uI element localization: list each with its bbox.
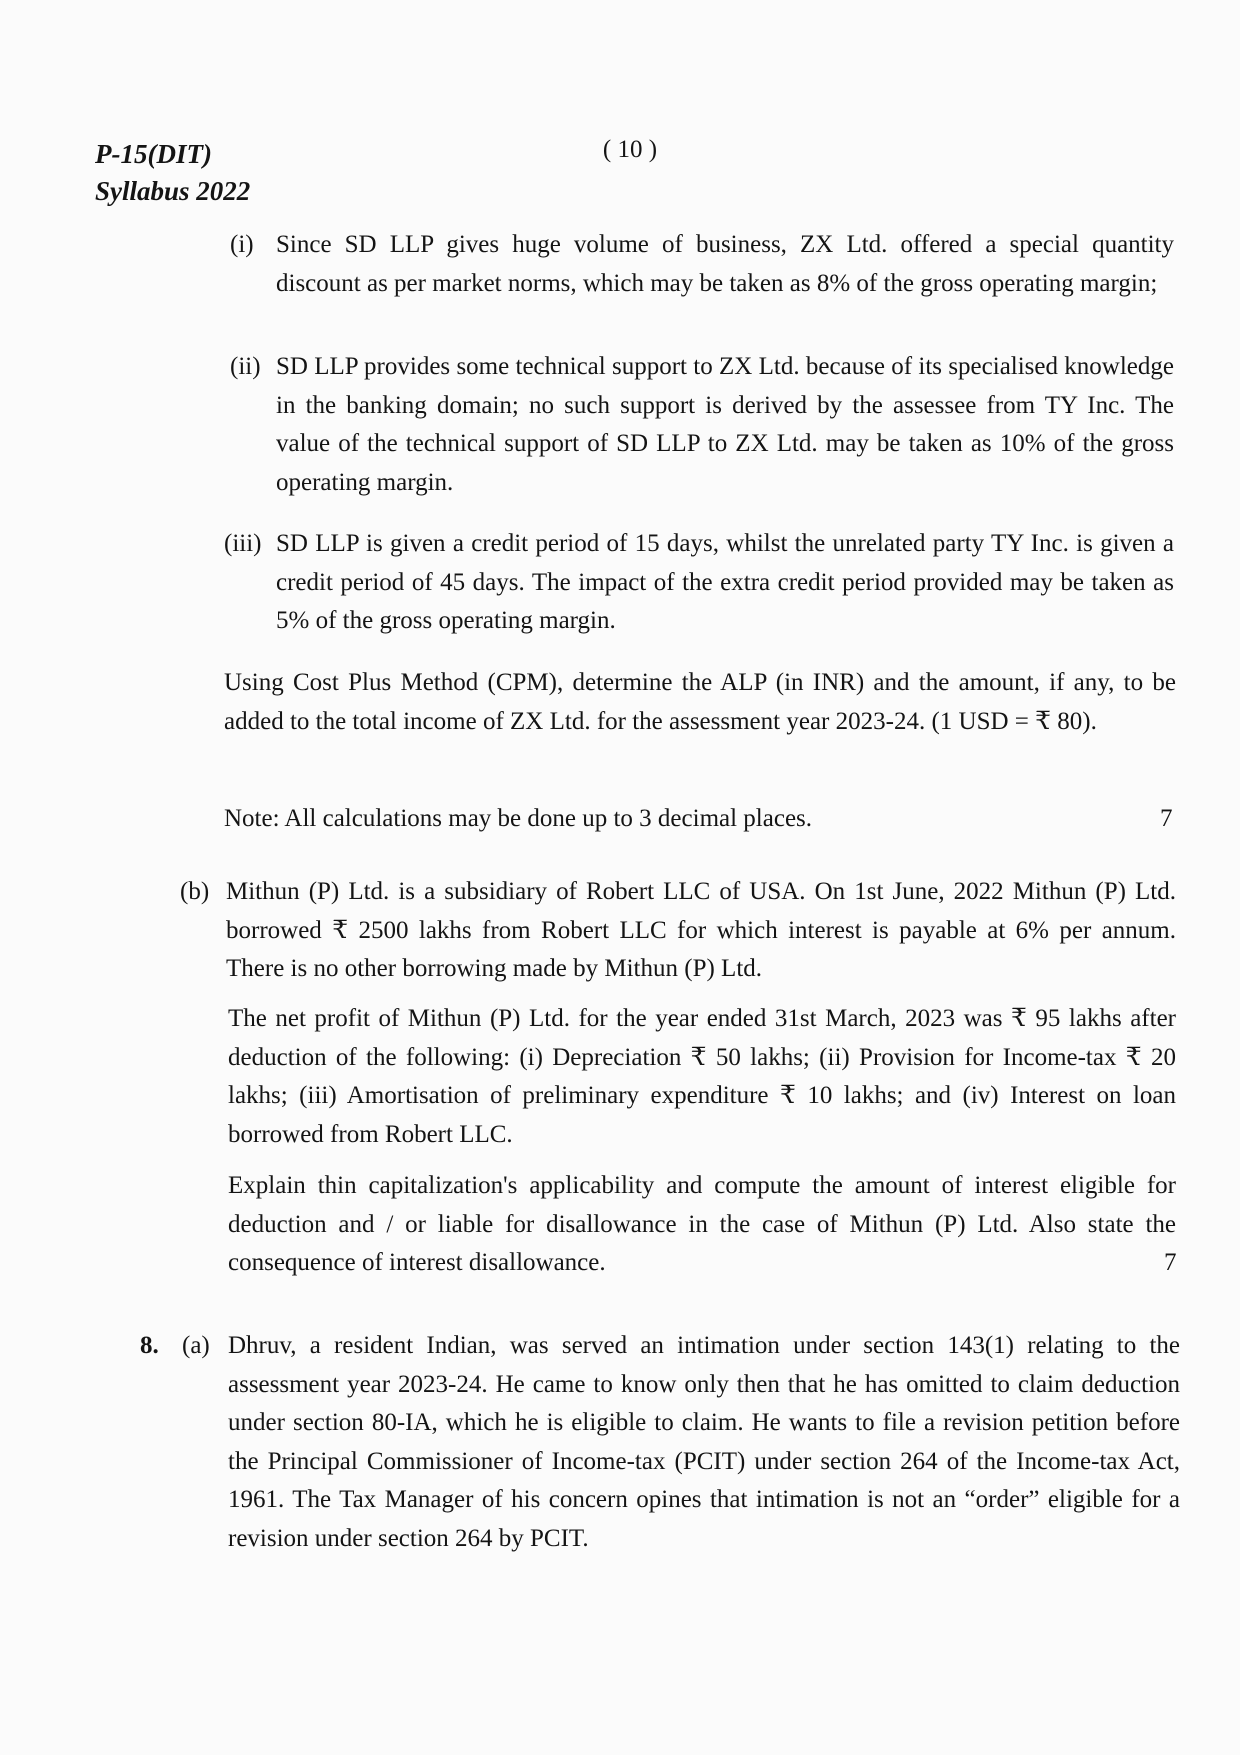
item-iii-text: SD LLP is given a credit period of 15 days, whilst the unrelated party TY Inc. is given a credit period of 45 days. The impact of the extra credit period provided may be taken as 5% of the gross operating margin. [276,530,1174,634]
part-b-para2: The net profit of Mithun (P) Ltd. for the year ended 31st March, 2023 was ₹ 95 lakhs after deduction of the following: (i) Depreciation ₹ 50 lakhs; (ii) Provision for Income-tax ₹ 20 lakhs; (iii) Amortisation of preliminary expenditure ₹ 10 lakhs; and (iv) Interest on loan borrowed from Robert LLC. [228,1005,1176,1148]
part-a-marks: 7 [1160,805,1173,832]
paper-code: P-15(DIT) [95,139,212,169]
part-b-para3: Explain thin capitalization's applicability and compute the amount of interest eligible for deduction and / or liable for disallowance in the case of Mithun (P) Ltd. Also state the consequence of interest disallowance. [228,1172,1176,1276]
item-i-label: (i) [230,231,254,258]
part-b-para1: Mithun (P) Ltd. is a subsidiary of Robert LLC of USA. On 1st June, 2022 Mithun (P) Ltd. borrowed ₹ 2500 lakhs from Robert LLC for which interest is payable at 6% per annum. There is no other borrowing made by Mithun (P) Ltd. [226,878,1176,982]
item-iii-label: (iii) [224,530,262,557]
page-number: ( 10 ) [602,136,658,163]
part-a-note: Note: All calculations may be done up to 3 decimal places. [224,805,813,832]
item-ii-label: (ii) [230,353,261,380]
item-i-text: Since SD LLP gives huge volume of business, ZX Ltd. offered a special quantity discount as per market norms, which may be taken as 8% of the gross operating margin; [276,231,1174,297]
part-a-question: Using Cost Plus Method (CPM), determine the ALP (in INR) and the amount, if any, to be added to the total income of ZX Ltd. for the assessment year 2023-24. (1 USD = ₹ 80). [224,669,1176,735]
question-8a-label: (a) [182,1332,210,1359]
syllabus-year: Syllabus 2022 [95,176,251,206]
part-b-label: (b) [180,878,210,905]
question-8-number: 8. [140,1332,159,1359]
question-8a-text: Dhruv, a resident Indian, was served an intimation under section 143(1) relating to the assessment year 2023-24. He came to know only then that he has omitted to claim deduction under section 80-IA, which he is eligible to claim. He wants to file a revision petition before the Principal Commissioner of Income-tax (PCIT) under section 264 of the Income-tax Act, 1961. The Tax Manager of his concern opines that intimation is not an “order” eligible for a revision under section 264 by PCIT. [228,1332,1180,1552]
part-b-marks: 7 [1164,1249,1177,1276]
item-ii-text: SD LLP provides some technical support to ZX Ltd. because of its specialised knowledge in the banking domain; no such support is derived by the assessee from TY Inc. The value of the technical support of SD LLP to ZX Ltd. may be taken as 10% of the gross operating margin. [276,353,1174,496]
